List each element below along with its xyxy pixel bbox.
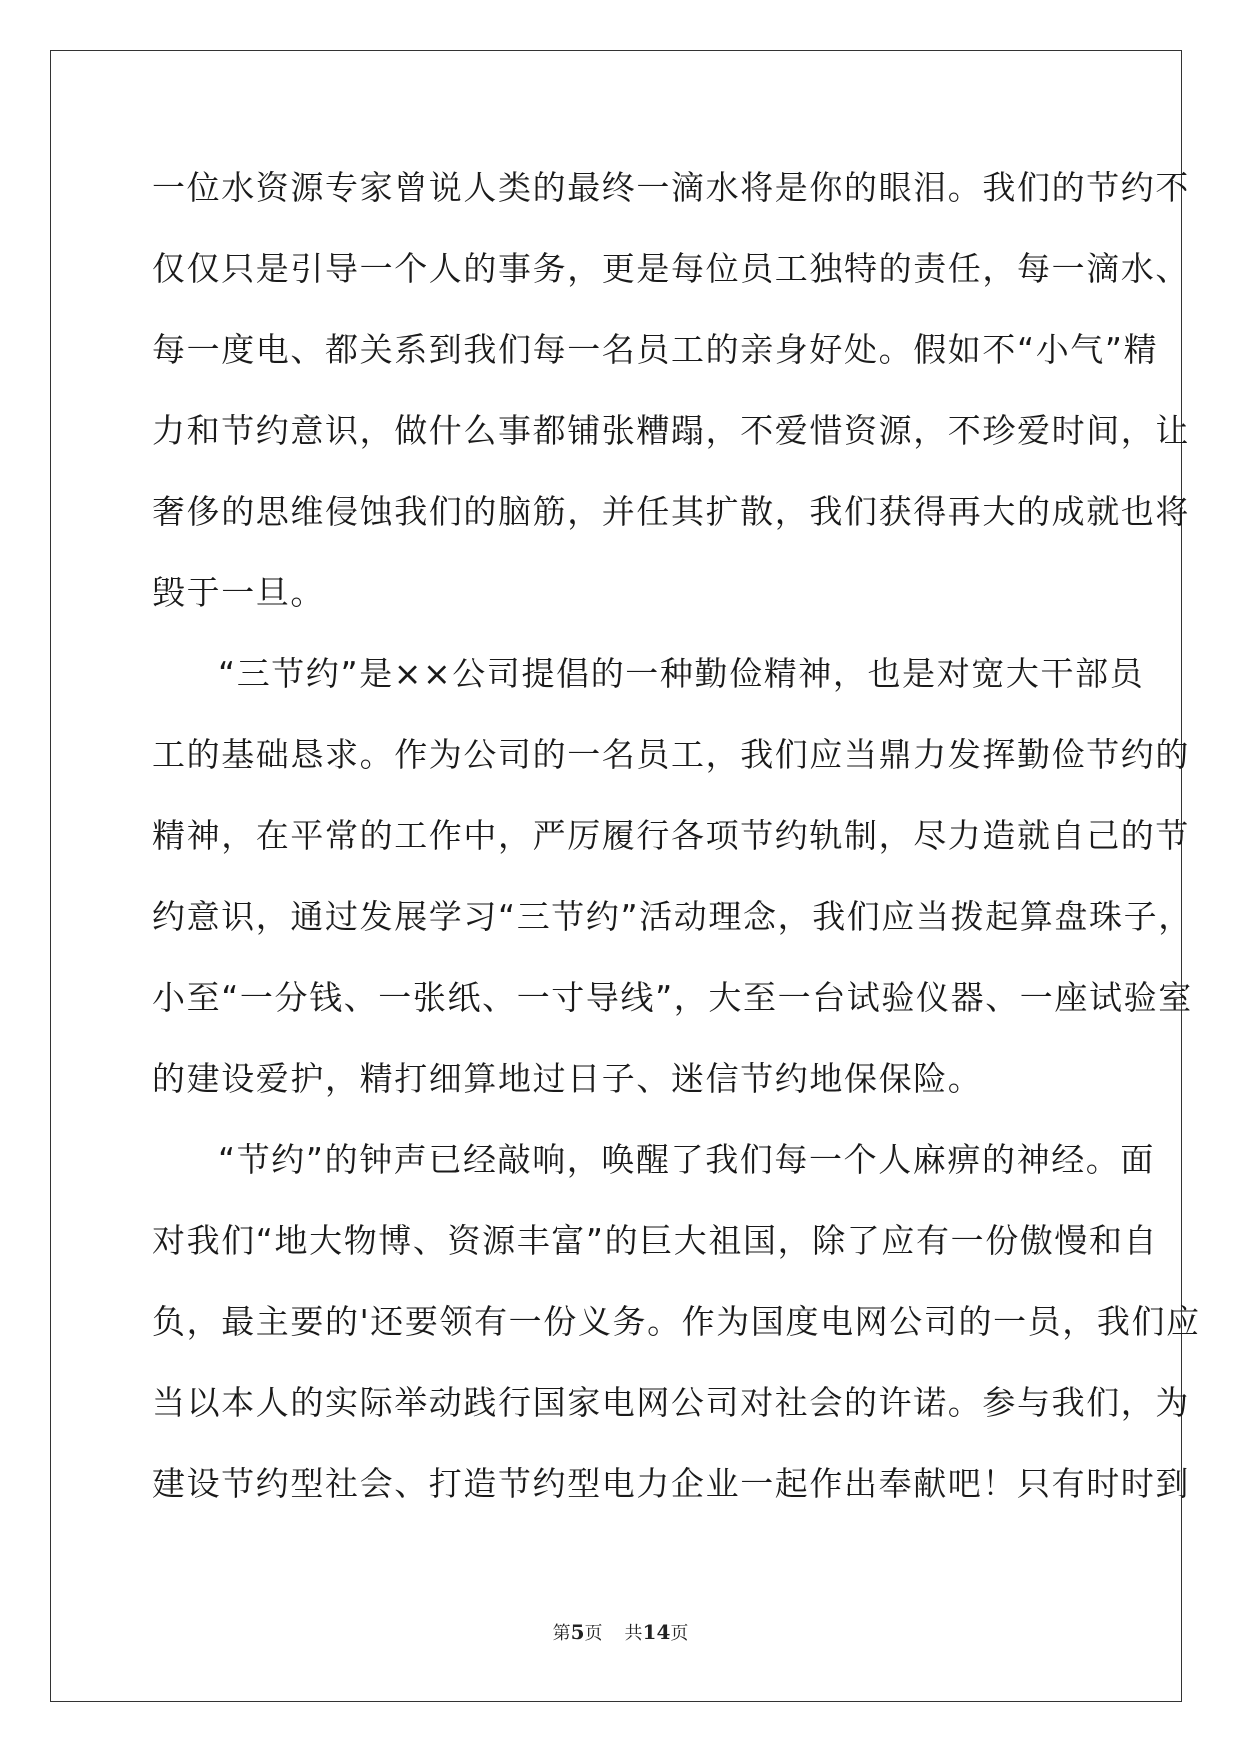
total-suffix: 页 bbox=[670, 1623, 689, 1644]
total-pages: 14 bbox=[642, 1620, 671, 1644]
text-line: 每一度电、都关系到我们每一名员工的亲身好处。假如不“小气”精 bbox=[152, 330, 1159, 369]
page-prefix: 第 bbox=[552, 1623, 571, 1644]
page-number: 5 bbox=[570, 1620, 585, 1644]
total-prefix: 共 bbox=[624, 1623, 643, 1644]
text-line: 的建设爱护，精打细算地过日子、迷信节约地保保险。 bbox=[152, 1059, 983, 1098]
page-suffix: 页 bbox=[584, 1623, 603, 1644]
text-line: 一位水资源专家曾说人类的最终一滴水将是你的眼泪。我们的节约不 bbox=[152, 168, 1190, 207]
text-line: 当以本人的实际举动践行国家电网公司对社会的许诺。参与我们，为 bbox=[152, 1383, 1190, 1422]
paragraph-start-line: “节约”的钟声已经敲响，唤醒了我们每一个人麻痹的神经。面 bbox=[218, 1140, 1155, 1179]
page-footer bbox=[0, 1619, 1241, 1645]
text-line: 约意识，通过发展学习“三节约”活动理念，我们应当拨起算盘珠子， bbox=[152, 897, 1193, 936]
text-line: 力和节约意识，做什么事都铺张糟蹋，不爱惜资源，不珍爱时间，让 bbox=[152, 411, 1190, 450]
text-line: 毁于一旦。 bbox=[152, 573, 325, 612]
text-line: 精神，在平常的工作中，严厉履行各项节约轨制，尽力造就自己的节 bbox=[152, 816, 1190, 855]
text-line: 对我们“地大物博、资源丰富”的巨大祖国，除了应有一份傲慢和自 bbox=[152, 1221, 1159, 1260]
text-line: 仅仅只是引导一个人的事务，更是每位员工独特的责任，每一滴水、 bbox=[152, 249, 1190, 288]
text-line: 负，最主要的'还要领有一份义务。作为国度电网公司的一员，我们应 bbox=[152, 1302, 1201, 1341]
text-line: 小至“一分钱、一张纸、一寸导线”，大至一台试验仪器、一座试验室 bbox=[152, 978, 1193, 1017]
text-line: 工的基础恳求。作为公司的一名员工，我们应当鼎力发挥勤俭节约的 bbox=[152, 735, 1190, 774]
text-line: 奢侈的思维侵蚀我们的脑筋，并任其扩散，我们获得再大的成就也将 bbox=[152, 492, 1190, 531]
paragraph-start-line: “三节约”是××公司提倡的一种勤俭精神，也是对宽大干部员 bbox=[218, 654, 1145, 693]
text-line: 建设节约型社会、打造节约型电力企业一起作出奉献吧！只有时时到 bbox=[152, 1464, 1190, 1503]
document-body bbox=[152, 160, 1201, 1537]
